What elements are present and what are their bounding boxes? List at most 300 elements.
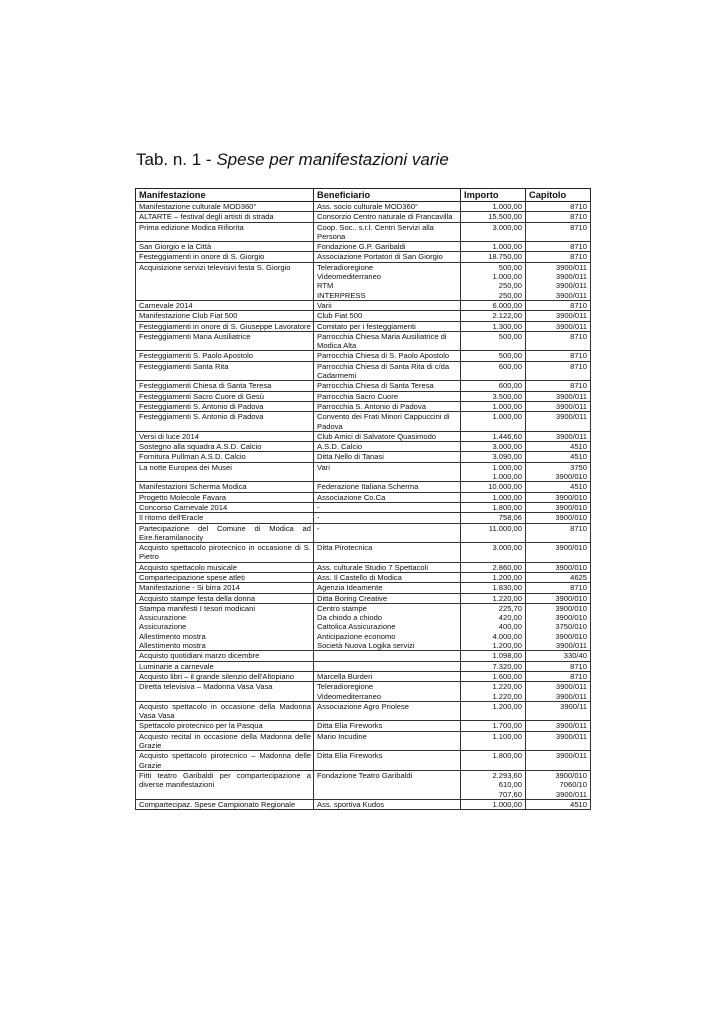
cell-manifestazione: Acquisto spettacolo musicale xyxy=(136,562,314,572)
capitolo-value: 8710 xyxy=(570,661,587,671)
cell-capitolo xyxy=(526,731,591,751)
cell-capitolo xyxy=(526,212,591,222)
capitolo-value: 3900/011 xyxy=(555,751,587,761)
capitolo-value: 3900/011 xyxy=(555,281,587,291)
cell-capitolo xyxy=(526,482,591,492)
table-row xyxy=(136,513,591,523)
importo-value: 2.860,00 xyxy=(492,562,522,572)
cell-importo xyxy=(461,751,526,771)
table-row xyxy=(136,242,591,252)
table-row xyxy=(136,351,591,361)
capitolo-value: 8710 xyxy=(570,381,587,391)
importo-value: 600,00 xyxy=(498,381,522,391)
cell-beneficiario: Parrocchia Chiesa di Santa Rita di c/da Cadarmemi xyxy=(314,361,461,381)
importo-value: 1.100,00 xyxy=(492,731,522,741)
table-row xyxy=(136,300,591,310)
cell-importo xyxy=(461,252,526,262)
cell-capitolo xyxy=(526,572,591,582)
header-importo: Importo xyxy=(461,189,526,202)
beneficiario-line: Da chiodo a chiodo xyxy=(317,613,383,623)
capitolo-value: 8710 xyxy=(570,242,587,252)
importo-value: 707,60 xyxy=(498,789,522,799)
capitolo-value: 3900/011 xyxy=(555,262,587,272)
importo-value: 1.220,00 xyxy=(492,691,522,701)
cell-manifestazione: Acquisto libri – il grande silenzio dell'Altopiano xyxy=(136,671,314,681)
cell-beneficiario: Parrocchia Chiesa di S. Paolo Apostolo xyxy=(314,351,461,361)
cell-manifestazione: Fitti teatro Garibaldi per compartecipazione a diverse manifestazioni xyxy=(136,770,314,799)
cell-manifestazione: Fornitura Pullman A.S.D. Calcio xyxy=(136,452,314,462)
cell-capitolo xyxy=(526,513,591,523)
beneficiario-line: Centro stampe xyxy=(317,603,367,613)
table-row xyxy=(136,202,591,212)
cell-importo xyxy=(461,799,526,809)
cell-beneficiario: Fondazione Teatro Garibaldi xyxy=(314,770,461,799)
cell-importo xyxy=(461,242,526,252)
importo-value: 420,00 xyxy=(498,613,522,623)
capitolo-value: 3900/011 xyxy=(555,721,587,731)
beneficiario-line: INTERPRESS xyxy=(317,290,366,300)
cell-manifestazione: Prima edizione Modica Rifiorita xyxy=(136,222,314,242)
cell-capitolo xyxy=(526,252,591,262)
importo-value: 6.000,00 xyxy=(492,300,522,310)
table-row xyxy=(136,593,591,603)
cell-manifestazione: Spettacolo pirotecnico per la Pasqua xyxy=(136,721,314,731)
cell-capitolo xyxy=(526,361,591,381)
cell-beneficiario: Mario Incudine xyxy=(314,731,461,751)
cell-capitolo xyxy=(526,562,591,572)
capitolo-value: 8710 xyxy=(570,671,587,681)
cell-capitolo xyxy=(526,452,591,462)
cell-beneficiario: Associazione Agro Priolese xyxy=(314,701,461,721)
cell-capitolo xyxy=(526,523,591,543)
importo-value: 1.220,00 xyxy=(492,593,522,603)
capitolo-value: 8710 xyxy=(570,523,587,533)
cell-manifestazione: Carnevale 2014 xyxy=(136,300,314,310)
cell-importo xyxy=(461,492,526,502)
cell-beneficiario: Ditta Pirotecnica xyxy=(314,543,461,563)
capitolo-value: 4510 xyxy=(570,799,587,809)
capitolo-value: 3900/011 xyxy=(555,691,587,701)
capitolo-value: 3900/011 xyxy=(555,391,587,401)
cell-capitolo xyxy=(526,401,591,411)
capitolo-value: 8710 xyxy=(570,361,587,371)
importo-value: 500,00 xyxy=(498,351,522,361)
capitolo-value: 3900/011 xyxy=(555,431,587,441)
cell-manifestazione: Manifestazione culturale MOD360° xyxy=(136,202,314,212)
cell-capitolo xyxy=(526,412,591,432)
capitolo-value: 8710 xyxy=(570,252,587,262)
capitolo-value: 3900/010 xyxy=(555,593,587,603)
cell-manifestazione: Acquisto stampe festa della donna xyxy=(136,593,314,603)
cell-capitolo xyxy=(526,311,591,321)
cell-manifestazione: Versi di luce 2014 xyxy=(136,431,314,441)
cell-beneficiario: Convento dei Frati Minori Cappuccini di Padova xyxy=(314,412,461,432)
importo-value: 10.000,00 xyxy=(488,482,522,492)
cell-importo xyxy=(461,603,526,650)
table-caption xyxy=(136,150,449,170)
importo-value: 600,00 xyxy=(498,361,522,371)
table-row xyxy=(136,661,591,671)
table-row xyxy=(136,562,591,572)
importo-value: 250,00 xyxy=(498,290,522,300)
cell-beneficiario xyxy=(314,661,461,671)
cell-importo xyxy=(461,391,526,401)
cell-capitolo xyxy=(526,721,591,731)
importo-value: 1.000,00 xyxy=(492,799,522,809)
capitolo-value: 3900/011 xyxy=(555,321,587,331)
table-row xyxy=(136,222,591,242)
importo-value: 4.000,00 xyxy=(492,631,522,641)
manifestazione-line: Allestimento mostra xyxy=(139,631,206,641)
cell-capitolo xyxy=(526,431,591,441)
capitolo-value: 3900/010 xyxy=(555,631,587,641)
table-row xyxy=(136,311,591,321)
importo-value: 1.000,00 xyxy=(492,492,522,502)
capitolo-value: 3900/010 xyxy=(555,543,587,553)
cell-beneficiario: Ditta Elia Fireworks xyxy=(314,751,461,771)
cell-beneficiario: Fondazione G.P. Garibaldi xyxy=(314,242,461,252)
cell-capitolo xyxy=(526,331,591,351)
cell-capitolo xyxy=(526,543,591,563)
cell-manifestazione: Concorso Carnevale 2014 xyxy=(136,502,314,512)
importo-value: 1.700,00 xyxy=(492,721,522,731)
importo-value: 400,00 xyxy=(498,622,522,632)
table-row xyxy=(136,799,591,809)
cell-manifestazione: Manifestazione Club Fiat 500 xyxy=(136,311,314,321)
importo-value: 500,00 xyxy=(498,331,522,341)
beneficiario-line: Anticipazione economo xyxy=(317,631,396,641)
cell-beneficiario: Agenzia Ideamente xyxy=(314,583,461,593)
cell-beneficiario: - xyxy=(314,513,461,523)
cell-importo xyxy=(461,412,526,432)
capitolo-value: 3750 xyxy=(570,462,587,472)
table-row xyxy=(136,492,591,502)
cell-importo xyxy=(461,583,526,593)
cell-manifestazione: Festeggiamenti S. Paolo Apostolo xyxy=(136,351,314,361)
cell-manifestazione: Manifestazione - Si birra 2014 xyxy=(136,583,314,593)
cell-beneficiario: Club Amici di Salvatore Quasimodo xyxy=(314,431,461,441)
beneficiario-line: Teleradioregione xyxy=(317,262,374,272)
cell-manifestazione: Manifestazioni Scherma Modica xyxy=(136,482,314,492)
cell-beneficiario: Parrocchia S. Antonio di Padova xyxy=(314,401,461,411)
table-row xyxy=(136,482,591,492)
cell-importo xyxy=(461,300,526,310)
cell-importo xyxy=(461,462,526,482)
table-body xyxy=(136,202,591,810)
importo-value: 250,00 xyxy=(498,281,522,291)
importo-value: 1.000,00 xyxy=(492,462,522,472)
capitolo-value: 3900/010 xyxy=(555,613,587,623)
table-row xyxy=(136,583,591,593)
capitolo-value: 3900/010 xyxy=(555,603,587,613)
importo-value: 1.098,00 xyxy=(492,651,522,661)
cell-beneficiario: Parrocchia Chiesa di Santa Teresa xyxy=(314,381,461,391)
cell-manifestazione: Festeggiamenti Santa Rita xyxy=(136,361,314,381)
cell-importo xyxy=(461,222,526,242)
cell-importo xyxy=(461,431,526,441)
importo-value: 1.600,00 xyxy=(492,671,522,681)
table-row xyxy=(136,502,591,512)
cell-beneficiario: Associazione Portatori di San Giorgio xyxy=(314,252,461,262)
table-row xyxy=(136,442,591,452)
cell-beneficiario xyxy=(314,603,461,650)
cell-beneficiario: Ass. Il Castello di Modica xyxy=(314,572,461,582)
cell-importo xyxy=(461,572,526,582)
importo-value: 3.000,00 xyxy=(492,442,522,452)
table-row xyxy=(136,603,591,650)
cell-manifestazione: San Giorgio e la Città xyxy=(136,242,314,252)
cell-manifestazione: La notte Europea dei Musei xyxy=(136,462,314,482)
cell-capitolo xyxy=(526,262,591,300)
cell-importo xyxy=(461,381,526,391)
cell-importo xyxy=(461,513,526,523)
capitolo-value: 3900/010 xyxy=(555,513,587,523)
importo-value: 500,00 xyxy=(498,262,522,272)
header-beneficiario: Beneficiario xyxy=(314,189,461,202)
cell-beneficiario: Marcella Burderi xyxy=(314,671,461,681)
importo-value: 1.830,00 xyxy=(492,583,522,593)
cell-beneficiario: Ass. sportiva Kudos xyxy=(314,799,461,809)
cell-capitolo xyxy=(526,583,591,593)
importo-value: 1.000,00 xyxy=(492,412,522,422)
capitolo-value: 8710 xyxy=(570,202,587,211)
cell-importo xyxy=(461,202,526,212)
capitolo-value: 7060/10 xyxy=(559,780,587,790)
capitolo-value: 3900/011 xyxy=(555,311,587,321)
manifestazione-line: Assicurazione xyxy=(139,622,187,632)
cell-manifestazione: Festeggiamenti S. Antonio di Padova xyxy=(136,412,314,432)
cell-importo xyxy=(461,212,526,222)
cell-capitolo xyxy=(526,351,591,361)
table-row xyxy=(136,543,591,563)
cell-importo xyxy=(461,262,526,300)
expenses-table xyxy=(135,188,591,810)
importo-value: 2.122,00 xyxy=(492,311,522,321)
importo-value: 1.000,00 xyxy=(492,401,522,411)
beneficiario-line: RTM xyxy=(317,281,334,291)
cell-importo xyxy=(461,482,526,492)
cell-capitolo xyxy=(526,770,591,799)
cell-capitolo xyxy=(526,381,591,391)
cell-importo xyxy=(461,682,526,702)
beneficiario-line: Cattolica Assicurazione xyxy=(317,622,396,632)
cell-capitolo xyxy=(526,462,591,482)
cell-importo xyxy=(461,671,526,681)
cell-importo xyxy=(461,562,526,572)
cell-manifestazione: Partecipazione del Comune di Modica ad Eire.fieramilanocity xyxy=(136,523,314,543)
importo-value: 3.500,00 xyxy=(492,391,522,401)
importo-value: 11.000,00 xyxy=(488,523,522,533)
capitolo-value: 3900/011 xyxy=(555,682,587,692)
cell-importo xyxy=(461,651,526,661)
cell-capitolo xyxy=(526,701,591,721)
cell-manifestazione xyxy=(136,603,314,650)
cell-manifestazione: Acquisizione servizi televisivi festa S. Giorgio xyxy=(136,262,314,300)
cell-manifestazione: Compartecipaz. Spese Campionato Regionale xyxy=(136,799,314,809)
beneficiario-line: Teleradioregione xyxy=(317,682,374,692)
capitolo-value: 8710 xyxy=(570,583,587,593)
cell-beneficiario: - xyxy=(314,523,461,543)
cell-importo xyxy=(461,331,526,351)
capitolo-value: 8710 xyxy=(570,331,587,341)
table-row xyxy=(136,412,591,432)
cell-manifestazione: ALTARTE – festival degli artisti di strada xyxy=(136,212,314,222)
manifestazione-line: Assicurazione xyxy=(139,613,187,623)
capitolo-value: 330/40 xyxy=(563,651,587,661)
table-row xyxy=(136,651,591,661)
cell-importo xyxy=(461,401,526,411)
beneficiario-line: Videomediterraneo xyxy=(317,691,382,701)
beneficiario-line: Società Nuova Logika servizi xyxy=(317,641,415,651)
caption-number: Tab. n. 1 - xyxy=(136,150,217,169)
importo-value: 1.300,00 xyxy=(492,321,522,331)
cell-capitolo xyxy=(526,502,591,512)
table-row xyxy=(136,252,591,262)
capitolo-value: 3900/011 xyxy=(555,272,587,282)
manifestazione-line: Allestimento mostra xyxy=(139,641,206,651)
table-row xyxy=(136,462,591,482)
cell-beneficiario: Federazione Italiana Scherma xyxy=(314,482,461,492)
cell-manifestazione: Progetto Molecole Favara xyxy=(136,492,314,502)
capitolo-value: 3900/010 xyxy=(555,502,587,512)
cell-beneficiario xyxy=(314,682,461,702)
cell-importo xyxy=(461,770,526,799)
cell-manifestazione: Luminarie a carnevale xyxy=(136,661,314,671)
cell-beneficiario xyxy=(314,262,461,300)
cell-manifestazione: Acquisto spettacolo in occasione della Madonna Vasa Vasa xyxy=(136,701,314,721)
importo-value: 3.000,00 xyxy=(492,222,522,232)
capitolo-value: 3900/010 xyxy=(555,770,587,780)
table-row xyxy=(136,770,591,799)
table-row xyxy=(136,731,591,751)
cell-capitolo xyxy=(526,603,591,650)
importo-value: 18.750,00 xyxy=(488,252,522,262)
importo-value: 1.000,00 xyxy=(492,202,522,211)
header-manifestazione: Manifestazione xyxy=(136,189,314,202)
importo-value: 3.000,00 xyxy=(492,543,522,553)
cell-capitolo xyxy=(526,442,591,452)
cell-manifestazione: Sostegno alla squadra A.S.D. Calcio xyxy=(136,442,314,452)
table-row xyxy=(136,682,591,702)
capitolo-value: 3750/010 xyxy=(555,622,587,632)
capitolo-value: 3900/011 xyxy=(555,789,587,799)
table-row xyxy=(136,391,591,401)
importo-value: 1.000,00 xyxy=(492,272,522,282)
capitolo-value: 3900/011 xyxy=(555,731,587,741)
cell-beneficiario: Associazione Co.Ca xyxy=(314,492,461,502)
cell-capitolo xyxy=(526,751,591,771)
cell-importo xyxy=(461,523,526,543)
importo-value: 1.800,00 xyxy=(492,751,522,761)
cell-capitolo xyxy=(526,799,591,809)
cell-importo xyxy=(461,701,526,721)
table-header-row xyxy=(136,189,591,202)
cell-importo xyxy=(461,661,526,671)
cell-beneficiario: Ass. culturale Studio 7 Spettacoli xyxy=(314,562,461,572)
capitolo-value: 3900/010 xyxy=(555,562,587,572)
table-row xyxy=(136,431,591,441)
cell-importo xyxy=(461,502,526,512)
cell-capitolo xyxy=(526,300,591,310)
capitolo-value: 4510 xyxy=(570,442,587,452)
capitolo-value: 3900/011 xyxy=(555,412,587,422)
table-row xyxy=(136,262,591,300)
table-row xyxy=(136,212,591,222)
cell-importo xyxy=(461,593,526,603)
capitolo-value: 4625 xyxy=(570,572,587,582)
table-row xyxy=(136,671,591,681)
cell-importo xyxy=(461,351,526,361)
cell-capitolo xyxy=(526,593,591,603)
table-row xyxy=(136,721,591,731)
cell-capitolo xyxy=(526,242,591,252)
capitolo-value: 3900/11 xyxy=(560,701,587,711)
cell-beneficiario: Ditta Elia Fireworks xyxy=(314,721,461,731)
cell-beneficiario: Comitato per i festeggiamenti xyxy=(314,321,461,331)
capitolo-value: 8710 xyxy=(570,300,587,310)
cell-beneficiario: Parrocchia Sacro Cuore xyxy=(314,391,461,401)
cell-manifestazione: Festeggiamenti in onore di S. Giuseppe Lavoratore xyxy=(136,321,314,331)
cell-importo xyxy=(461,452,526,462)
importo-value: 3.090,00 xyxy=(492,452,522,462)
cell-capitolo xyxy=(526,391,591,401)
cell-manifestazione: Acquisto quotidiani marzo dicembre xyxy=(136,651,314,661)
capitolo-value: 8710 xyxy=(570,212,587,222)
cell-beneficiario: Parrocchia Chiesa Maria Ausiliatrice di Modica Alta xyxy=(314,331,461,351)
capitolo-value: 4510 xyxy=(570,452,587,462)
importo-value: 1.200,00 xyxy=(492,572,522,582)
cell-beneficiario: Club Fiat 500 xyxy=(314,311,461,321)
importo-value: 1.200,00 xyxy=(492,701,522,711)
cell-beneficiario: Ditta Nello di Tanasi xyxy=(314,452,461,462)
cell-capitolo xyxy=(526,321,591,331)
importo-value: 225,70 xyxy=(498,603,522,613)
cell-importo xyxy=(461,361,526,381)
cell-manifestazione: Acquisto spettacolo pirotecnico – Madonna delle Grazie xyxy=(136,751,314,771)
table-row xyxy=(136,701,591,721)
beneficiario-line: Videomediterraneo xyxy=(317,272,382,282)
table-row xyxy=(136,361,591,381)
cell-importo xyxy=(461,721,526,731)
importo-value: 1.220,00 xyxy=(492,682,522,692)
cell-beneficiario: Varii xyxy=(314,300,461,310)
cell-capitolo xyxy=(526,651,591,661)
cell-beneficiario: Ditta Boring Creative xyxy=(314,593,461,603)
cell-beneficiario: Vari xyxy=(314,462,461,482)
cell-capitolo xyxy=(526,202,591,212)
cell-manifestazione: Festeggiamenti Chiesa di Santa Teresa xyxy=(136,381,314,391)
capitolo-value: 3900/010 xyxy=(555,472,587,482)
cell-beneficiario: A.S.D. Calcio xyxy=(314,442,461,452)
capitolo-value: 8710 xyxy=(570,222,587,232)
capitolo-value: 3900/011 xyxy=(555,641,587,651)
table-row xyxy=(136,331,591,351)
caption-title: Spese per manifestazioni varie xyxy=(216,150,449,169)
cell-importo xyxy=(461,543,526,563)
cell-beneficiario: - xyxy=(314,502,461,512)
cell-manifestazione: Diretta televisiva – Madonna Vasa Vasa xyxy=(136,682,314,702)
capitolo-value: 8710 xyxy=(570,351,587,361)
importo-value: 758,06 xyxy=(498,513,522,523)
importo-value: 1.000,00 xyxy=(492,242,522,252)
cell-manifestazione: Il ritorno dell'Eracle xyxy=(136,513,314,523)
cell-manifestazione: Festeggiamenti in onore di S. Giorgio xyxy=(136,252,314,262)
importo-value: 1.000,00 xyxy=(492,472,522,482)
cell-beneficiario: Coop. Soc.. s.r.l. Centri Servizi alla Persona xyxy=(314,222,461,242)
importo-value: 1.800,00 xyxy=(492,502,522,512)
cell-manifestazione: Acquisto recital in occasione della Madonna delle Grazie xyxy=(136,731,314,751)
cell-beneficiario: Ass. socio culturale MOD360° xyxy=(314,202,461,212)
